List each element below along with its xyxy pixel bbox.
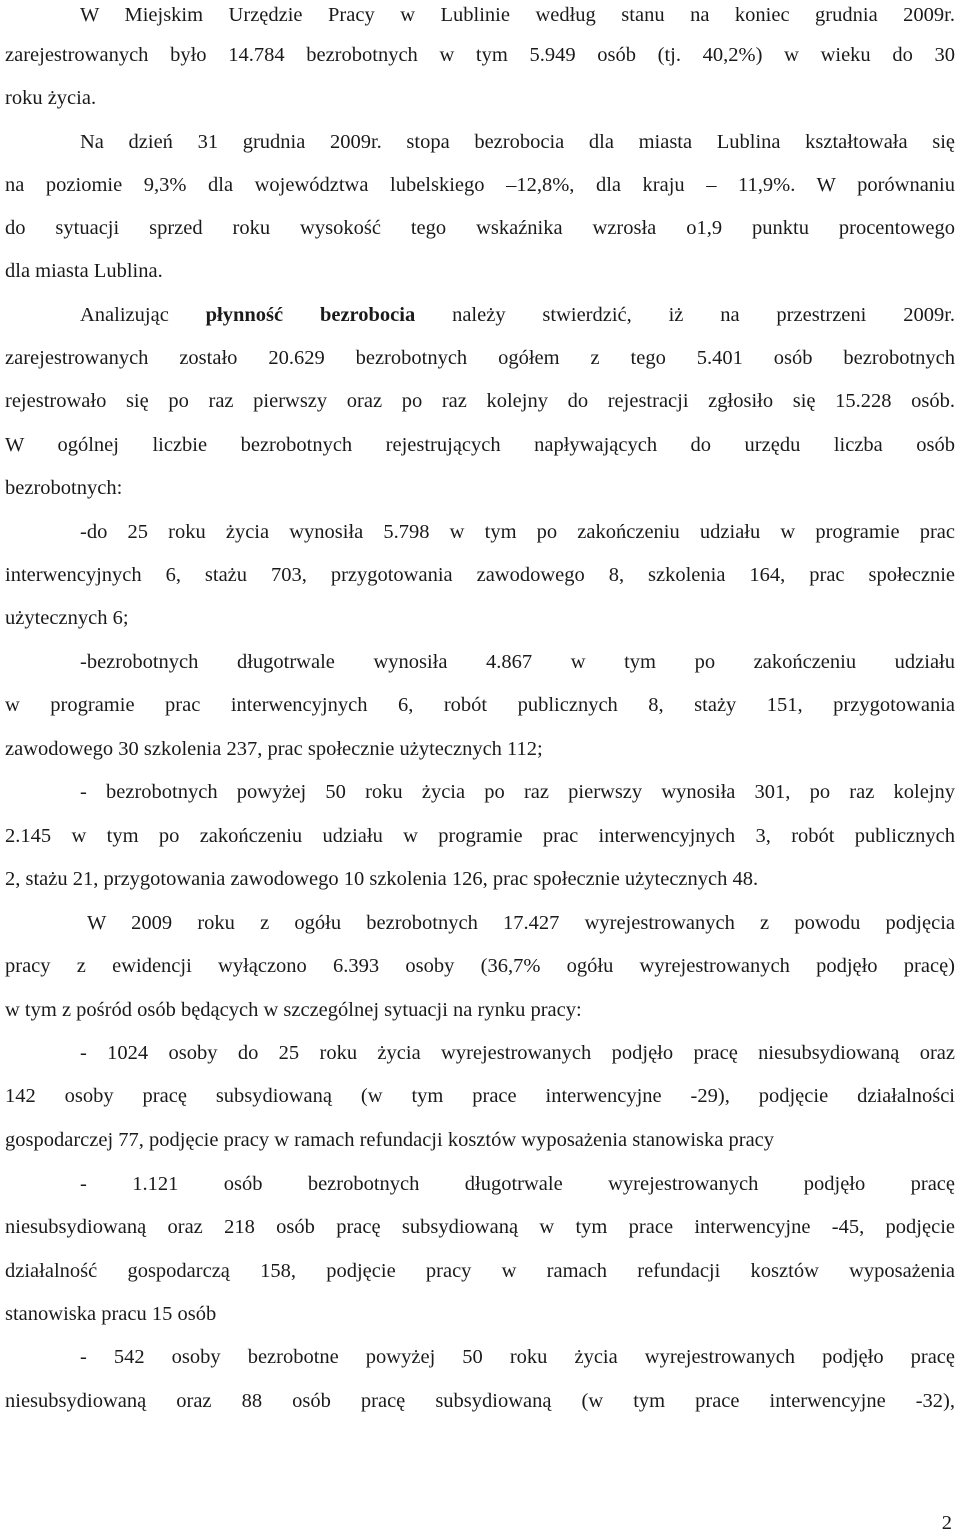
text-line: użytecznych 6; <box>5 607 129 629</box>
page-number: 2 <box>941 1512 952 1534</box>
text-line: W Miejskim Urzędzie Pracy w Lublinie według stanu na koniec grudnia 2009r. <box>80 4 955 26</box>
text-line <box>80 300 955 330</box>
text-line: bezrobotnych: <box>5 477 123 499</box>
text-line: gospodarczej 77, podjęcie pracy w ramach refundacji kosztów wyposażenia stanowiska pracy <box>5 1129 775 1151</box>
text-line: w tym z pośród osób będących w szczególnej sytuacji na rynku pracy: <box>5 999 582 1021</box>
bold-phrase: płynność bezrobocia <box>205 304 416 326</box>
text-line: do sytuacji sprzed roku wysokość tego wskaźnika wzrosła o1,9 punktu procentowego <box>5 217 955 239</box>
text-segment: należy stwierdzić, iż na przestrzeni 2009r. <box>452 304 956 326</box>
text-line: W ogólnej liczbie bezrobotnych rejestrujących napływających do urzędu liczba osób <box>5 434 955 456</box>
text-line: interwencyjnych 6, stażu 703, przygotowania zawodowego 8, szkolenia 164, prac społecznie <box>5 564 955 586</box>
text-line: - 1024 osoby do 25 roku życia wyrejestrowanych podjęło pracę niesubsydiowaną oraz <box>80 1042 955 1064</box>
text-line: niesubsydiowaną oraz 88 osób pracę subsydiowaną (w tym prace interwencyjne -32), <box>5 1390 955 1412</box>
text-line: niesubsydiowaną oraz 218 osób pracę subsydiowaną w tym prace interwencyjne -45, podjęcie <box>5 1216 955 1238</box>
text-line: Na dzień 31 grudnia 2009r. stopa bezrobocia dla miasta Lublina kształtowała się <box>80 131 955 153</box>
text-line: - 542 osoby bezrobotne powyżej 50 roku życia wyrejestrowanych podjęło pracę <box>80 1346 955 1368</box>
text-line: roku życia. <box>5 87 97 109</box>
text-line: -bezrobotnych długotrwale wynosiła 4.867 w tym po zakończeniu udziału <box>80 651 955 673</box>
text-segment: Analizując <box>80 304 169 326</box>
text-line: zarejestrowanych zostało 20.629 bezrobotnych ogółem z tego 5.401 osób bezrobotnych <box>5 347 955 369</box>
text-line: - bezrobotnych powyżej 50 roku życia po raz pierwszy wynosiła 301, po raz kolejny <box>80 781 955 803</box>
text-line: w programie prac interwencyjnych 6, robót publicznych 8, staży 151, przygotowania <box>5 694 955 716</box>
text-line: W 2009 roku z ogółu bezrobotnych 17.427 wyrejestrowanych z powodu podjęcia <box>87 912 955 934</box>
text-line: rejestrowało się po raz pierwszy oraz po raz kolejny do rejestracji zgłosiło się 15.228 osób. <box>5 390 955 412</box>
text-line: zarejestrowanych było 14.784 bezrobotnych w tym 5.949 osób (tj. 40,2%) w wieku do 30 <box>5 44 955 66</box>
text-line: 142 osoby pracę subsydiowaną (w tym prace interwencyjne -29), podjęcie działalności <box>5 1085 955 1107</box>
text-line: -do 25 roku życia wynosiła 5.798 w tym po zakończeniu udziału w programie prac <box>80 521 955 543</box>
text-line: na poziomie 9,3% dla województwa lubelskiego –12,8%, dla kraju – 11,9%. W porównaniu <box>5 174 955 196</box>
text-line: działalność gospodarczą 158, podjęcie pracy w ramach refundacji kosztów wyposażenia <box>5 1260 955 1282</box>
text-line: zawodowego 30 szkolenia 237, prac społecznie użytecznych 112; <box>5 738 543 760</box>
text-line: - 1.121 osób bezrobotnych długotrwale wyrejestrowanych podjęło pracę <box>80 1173 955 1195</box>
text-line: 2, stażu 21, przygotowania zawodowego 10 szkolenia 126, prac społecznie użytecznych 48. <box>5 868 759 890</box>
text-line: 2.145 w tym po zakończeniu udziału w programie prac interwencyjnych 3, robót publicznych <box>5 825 955 847</box>
text-line: pracy z ewidencji wyłączono 6.393 osoby (36,7% ogółu wyrejestrowanych podjęło pracę) <box>5 955 955 977</box>
text-line: stanowiska pracu 15 osób <box>5 1303 217 1325</box>
text-line: dla miasta Lublina. <box>5 260 163 282</box>
